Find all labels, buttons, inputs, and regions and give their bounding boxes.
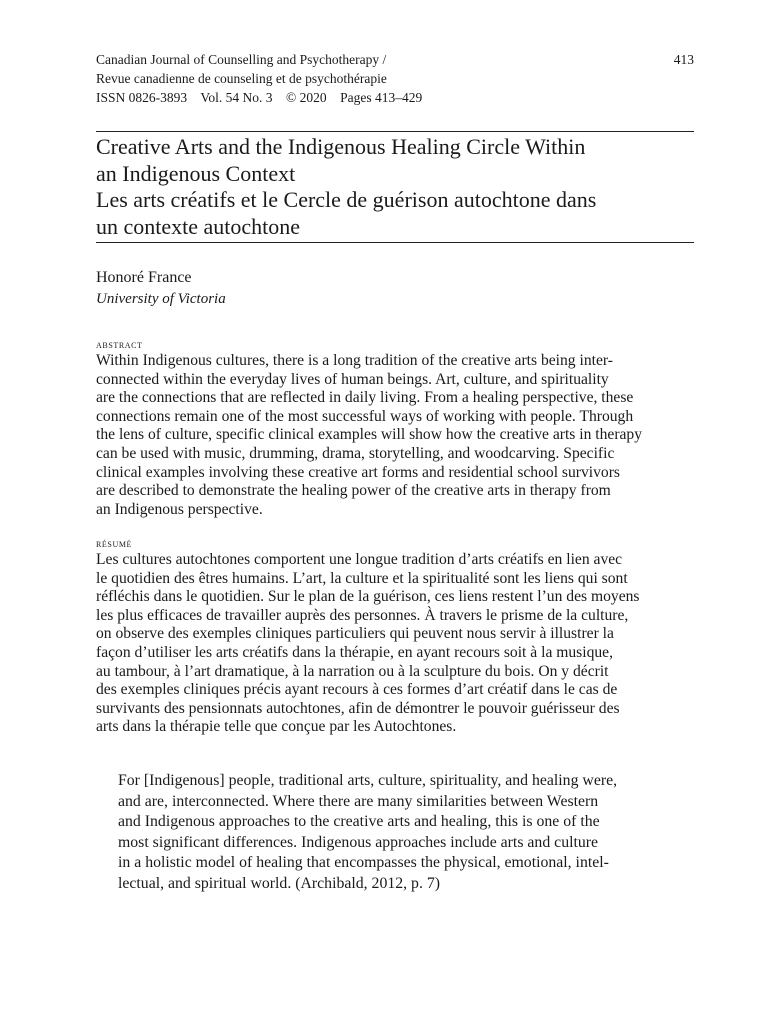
resume-line: le quotidien des êtres humains. L’art, la culture et la spiritualité sont les liens qui sont bbox=[96, 569, 628, 587]
title-line: Creative Arts and the Indigenous Healing Circle Within bbox=[96, 134, 586, 159]
abstract-line: can be used with music, drumming, drama, storytelling, and woodcarving. Specific bbox=[96, 444, 615, 462]
abstract-line: are described to demonstrate the healing power of the creative arts in therapy from bbox=[96, 482, 611, 500]
title-bottom-rule bbox=[96, 242, 694, 243]
quote-line: For [Indigenous] people, traditional arts, culture, spirituality, and healing were, bbox=[118, 772, 618, 789]
journal-name-english: Canadian Journal of Counselling and Psychotherapy / bbox=[96, 52, 387, 67]
abstract-line: an Indigenous perspective. bbox=[96, 500, 263, 518]
resume-line: des exemples cliniques précis ayant recours à ces formes d’art créatif dans le cas de bbox=[96, 681, 618, 699]
abstract-line: are the connections that are reflected in daily living. From a healing perspective, these bbox=[96, 389, 634, 407]
resume-line: arts dans la thérapie telle que conçue par les Autochtones. bbox=[96, 718, 457, 736]
issn-volume-info: ISSN 0826-3893 Vol. 54 No. 3 © 2020 Pages 413–429 bbox=[96, 90, 423, 105]
resume-line: au tambour, à l’art dramatique, à la narration ou à la sculpture du bois. On y décrit bbox=[96, 662, 609, 680]
journal-masthead bbox=[96, 50, 694, 107]
quote-line: in a holistic model of healing that encompasses the physical, emotional, intel- bbox=[118, 854, 609, 871]
author-affiliation: University of Victoria bbox=[96, 291, 226, 307]
title-line: Les arts créatifs et le Cercle de guérison autochtone dans bbox=[96, 187, 597, 212]
resume-line: survivants des pensionnats autochtones, afin de démontrer le pouvoir guérisseur des bbox=[96, 699, 620, 717]
abstract-line: Within Indigenous cultures, there is a long tradition of the creative arts being inter- bbox=[96, 352, 613, 369]
block-quote bbox=[118, 771, 694, 894]
title-line: an Indigenous Context bbox=[96, 160, 296, 186]
abstract-body bbox=[96, 352, 694, 519]
resume-heading: résumé bbox=[96, 536, 133, 550]
author-name: Honoré France bbox=[96, 269, 192, 286]
abstract-line: clinical examples involving these creative art forms and residential school survivors bbox=[96, 463, 620, 481]
abstract-line: connections remain one of the most successful ways of working with people. Through bbox=[96, 407, 634, 425]
resume-line: on observe des exemples cliniques particuliers qui peuvent nous servir à illustrer la bbox=[96, 625, 614, 643]
title-top-rule bbox=[96, 131, 694, 132]
quote-line: and Indigenous approaches to the creative arts and healing, this is one of the bbox=[118, 813, 600, 830]
resume-body bbox=[96, 551, 694, 737]
journal-name-french: Revue canadienne de counseling et de psychothérapie bbox=[96, 71, 387, 86]
abstract-line: connected within the everyday lives of human beings. Art, culture, and spirituality bbox=[96, 370, 609, 388]
quote-line: lectual, and spiritual world. (Archibald, 2012, p. 7) bbox=[118, 874, 441, 892]
resume-line: les plus efficaces de travailler auprès des personnes. À travers le prisme de la culture, bbox=[96, 606, 629, 624]
resume-line: façon d’utiliser les arts créatifs dans la thérapie, en ayant recours soit à la musique, bbox=[96, 643, 613, 661]
quote-line: and are, interconnected. Where there are many similarities between Western bbox=[118, 792, 599, 810]
abstract-line: the lens of culture, specific clinical examples will show how the creative arts in therapy bbox=[96, 426, 643, 444]
quote-line: most significant differences. Indigenous approaches include arts and culture bbox=[118, 833, 599, 851]
resume-line: réfléchis dans le quotidien. Sur le plan de la guérison, ces liens restent l’un des moyens bbox=[96, 588, 640, 606]
resume-line: Les cultures autochtones comportent une longue tradition d’arts créatifs en lien avec bbox=[96, 551, 623, 568]
abstract-heading: abstract bbox=[96, 337, 143, 351]
title-line: un contexte autochtone bbox=[96, 213, 301, 239]
article-title bbox=[96, 134, 694, 240]
page-number: 413 bbox=[673, 52, 694, 67]
